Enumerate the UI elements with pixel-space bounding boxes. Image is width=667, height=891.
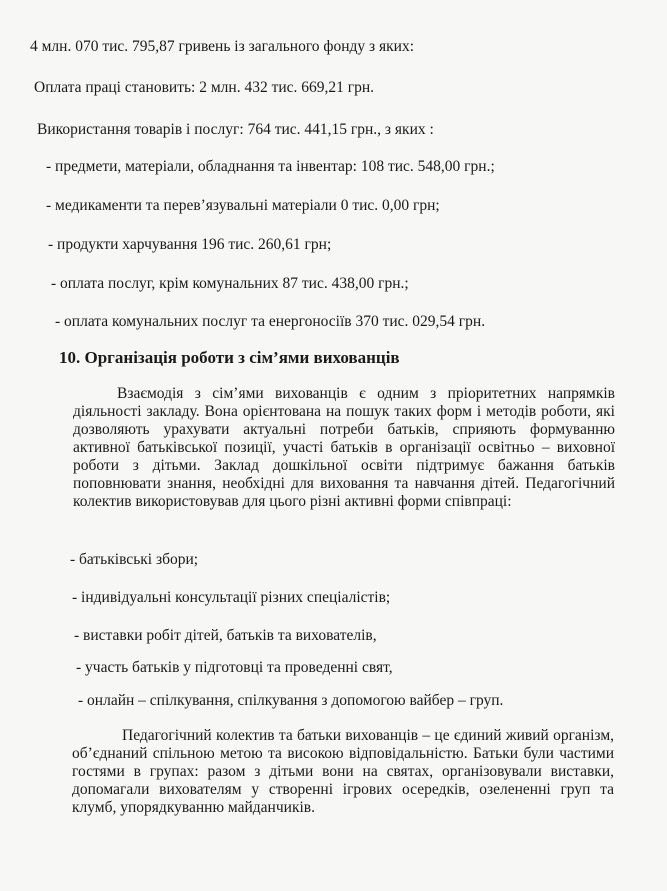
- form-item: - батьківські збори;: [70, 551, 199, 568]
- form-item: - індивідуальні консультації різних спеціалістів;: [72, 589, 391, 606]
- finance-item: - предмети, матеріали, обладнання та інвентар: 108 тис. 548,00 грн.;: [46, 158, 495, 175]
- finance-item: - оплата послуг, крім комунальних 87 тис. 438,00 грн.;: [51, 275, 409, 292]
- section-heading: 10. Організація роботи з сім’ями вихованців: [59, 348, 400, 367]
- finance-item: - медикаменти та перев’язувальні матеріали 0 тис. 0,00 грн;: [46, 197, 440, 214]
- finance-item: - продукти харчування 196 тис. 260,61 грн;: [48, 236, 332, 253]
- finance-total-line: 4 млн. 070 тис. 795,87 гривень із загального фонду з яких:: [30, 38, 415, 55]
- form-item: - участь батьків у підготовці та проведенні свят,: [76, 659, 393, 676]
- finance-goods-line: Використання товарів і послуг: 764 тис. 441,15 грн., з яких :: [37, 121, 434, 138]
- finance-salary-line: Оплата праці становить: 2 млн. 432 тис. 669,21 грн.: [34, 79, 375, 96]
- form-item: - виставки робіт дітей, батьків та вихователів,: [74, 627, 377, 644]
- form-item: - онлайн – спілкування, спілкування з допомогою вайбер – груп.: [78, 692, 504, 709]
- closing-paragraph: Педагогічний колектив та батьки вихованців – це єдиний живий організм, об’єднаний спільною метою та високою відповідальністю. Батьки були частими гостями в групах: разом з дітьми вони на святах, організовували виставки, допомагали вихователям у створенні ігрових осередків, озелененні груп та клумб, упорядкуванню майданчиків.: [72, 727, 614, 816]
- finance-item: - оплата комунальних послуг та енергоносіїв 370 тис. 029,54 грн.: [55, 313, 486, 330]
- intro-paragraph: Взаємодія з сім’ями вихованців є одним з пріоритетних напрямків діяльності закладу. Вона орієнтована на пошук таких форм і методів роботи, які дозволяють урахувати актуальні потреби батьків, сприяють формуванню активної батьківської позиції, участі батьків в організації освітньо – виховної роботи з дітьми. Заклад дошкільної освіти підтримує бажання батьків поповнювати знання, необхідні для виховання та навчання дітей. Педагогічний колектив використовував для цього різні активні форми співпраці:: [73, 385, 615, 510]
